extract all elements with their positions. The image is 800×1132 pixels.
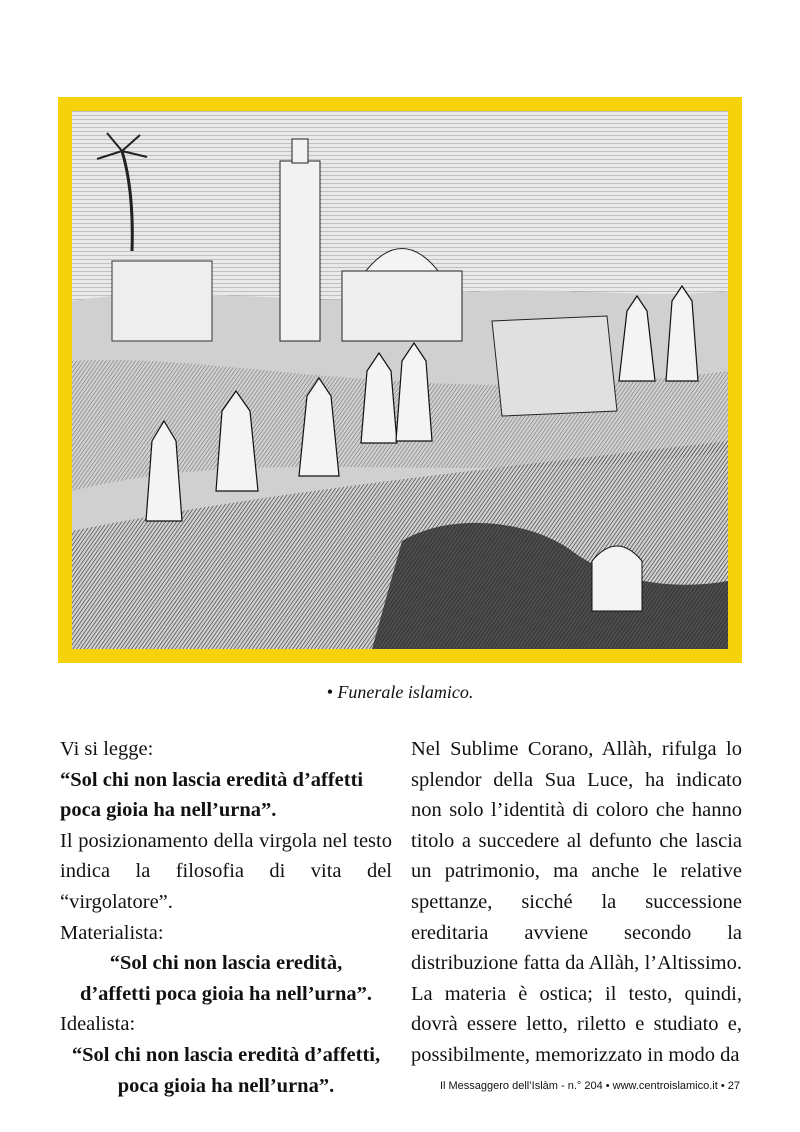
page-footer: Il Messaggero dell’Islàm - n.° 204 • www.centroislamico.it • 27 (439, 1080, 740, 1092)
left-column (60, 734, 392, 1101)
illustration-frame (58, 97, 742, 663)
funeral-engraving (72, 111, 728, 649)
paragraph: Il posizionamento della virgola nel testo indica la filosofia di vita del “virgolatore”. (60, 829, 392, 913)
quote-line: d’affetti poca gioia ha nell’urna”. (79, 982, 373, 1005)
label-materialista: Materialista: (60, 921, 164, 944)
quote-line: poca gioia ha nell’urna”. (60, 799, 277, 822)
quote-line: “Sol chi non lascia eredità d’affetti, (71, 1043, 381, 1066)
quote-line: poca gioia ha nell’urna”. (117, 1074, 335, 1097)
quote-line: “Sol chi non lascia eredità, (109, 952, 343, 975)
quote-line: “Sol chi non lascia eredità d’affetti (60, 768, 364, 791)
figure-caption: • Funerale islamico. (326, 682, 474, 702)
body-paragraph: Nel Sublime Corano, Allàh, rifulga lo splendor della Sua Luce, ha indicato non solo l’identità di coloro che hanno titolo a succedere al defunto che lascia un patrimonio, ma anche le relative spettanze, sicché la successione ereditaria avviene secondo la distribuzione fatta da Allàh, l’Altissimo. La materia è ostica; il testo, quindi, dovrà essere letto, riletto e studiato e, possibilmente, memorizzato in modo da (411, 738, 742, 1066)
text-line: Vi si legge: (60, 738, 154, 760)
label-idealista: Idealista: (60, 1013, 136, 1036)
right-column (411, 734, 742, 1071)
